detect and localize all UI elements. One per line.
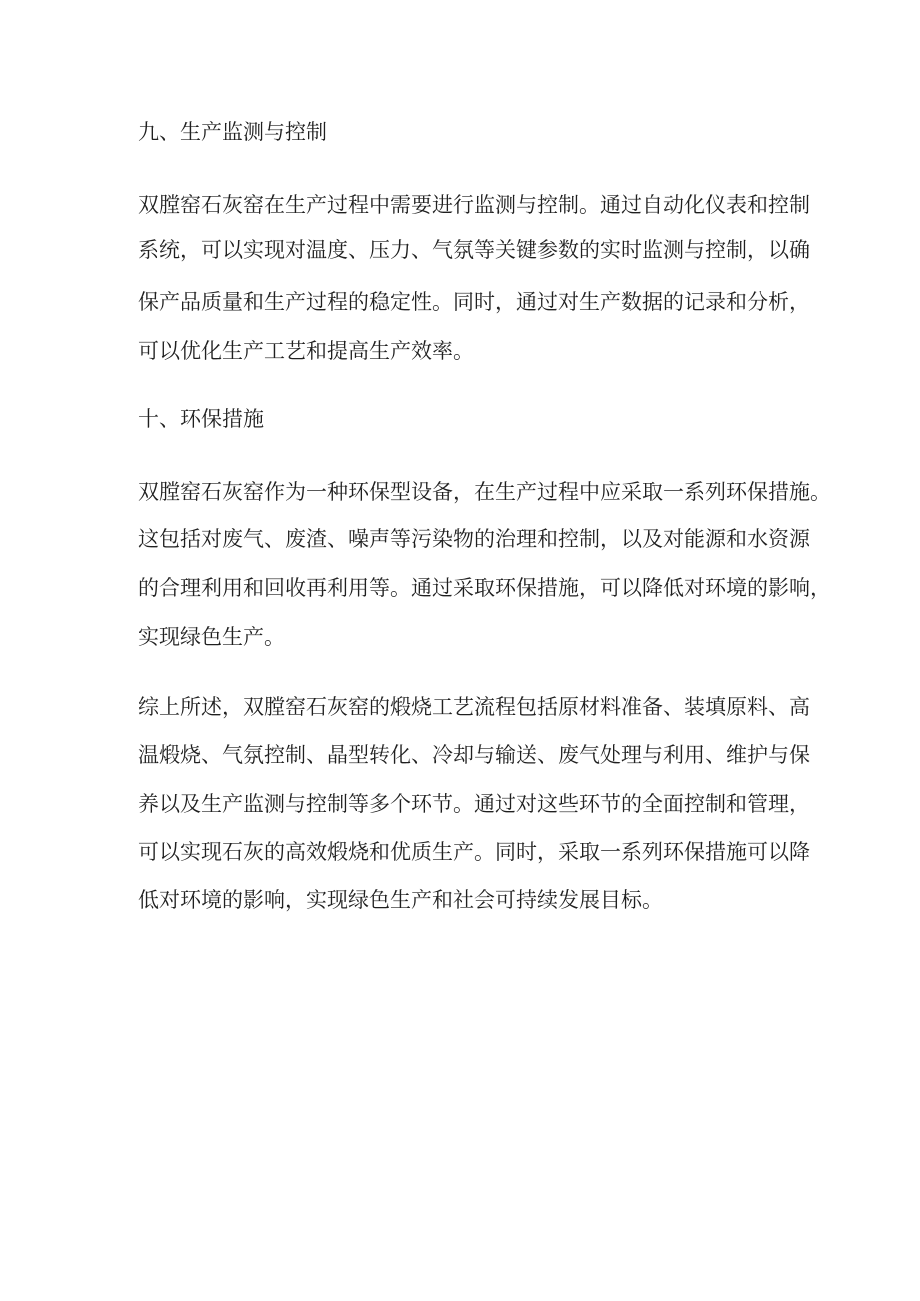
- paragraph-line: 实现绿色生产。: [138, 625, 285, 649]
- paragraph-line: 的合理利用和回收再利用等。通过采取环保措施，可以降低对环境的影响，: [138, 576, 831, 600]
- section-10-heading: 十、环保措施: [138, 407, 264, 431]
- paragraph-line: 这包括对废气、废渣、噪声等污染物的治理和控制，以及对能源和水资源: [138, 527, 810, 551]
- paragraph-line: 可以优化生产工艺和提高生产效率。: [138, 339, 474, 363]
- paragraph-line: 双膛窑石灰窑作为一种环保型设备，在生产过程中应采取一系列环保措施。: [138, 480, 831, 504]
- paragraph-line: 温煅烧、气氛控制、晶型转化、冷却与输送、废气处理与利用、维护与保: [138, 743, 810, 767]
- paragraph-line: 系统，可以实现对温度、压力、气氛等关键参数的实时监测与控制，以确: [138, 238, 810, 262]
- paragraph-line: 可以实现石灰的高效煅烧和优质生产。同时，采取一系列环保措施可以降: [138, 840, 810, 864]
- paragraph-line: 养以及生产监测与控制等多个环节。通过对这些环节的全面控制和管理，: [138, 792, 810, 816]
- paragraph-line: 低对环境的影响，实现绿色生产和社会可持续发展目标。: [138, 888, 663, 912]
- section-9-heading: 九、生产监测与控制: [138, 120, 327, 144]
- paragraph-line: 双膛窑石灰窑在生产过程中需要进行监测与控制。通过自动化仪表和控制: [138, 193, 810, 217]
- paragraph-line: 综上所述，双膛窑石灰窑的煅烧工艺流程包括原材料准备、装填原料、高: [138, 695, 810, 719]
- paragraph-line: 保产品质量和生产过程的稳定性。同时，通过对生产数据的记录和分析，: [138, 290, 810, 314]
